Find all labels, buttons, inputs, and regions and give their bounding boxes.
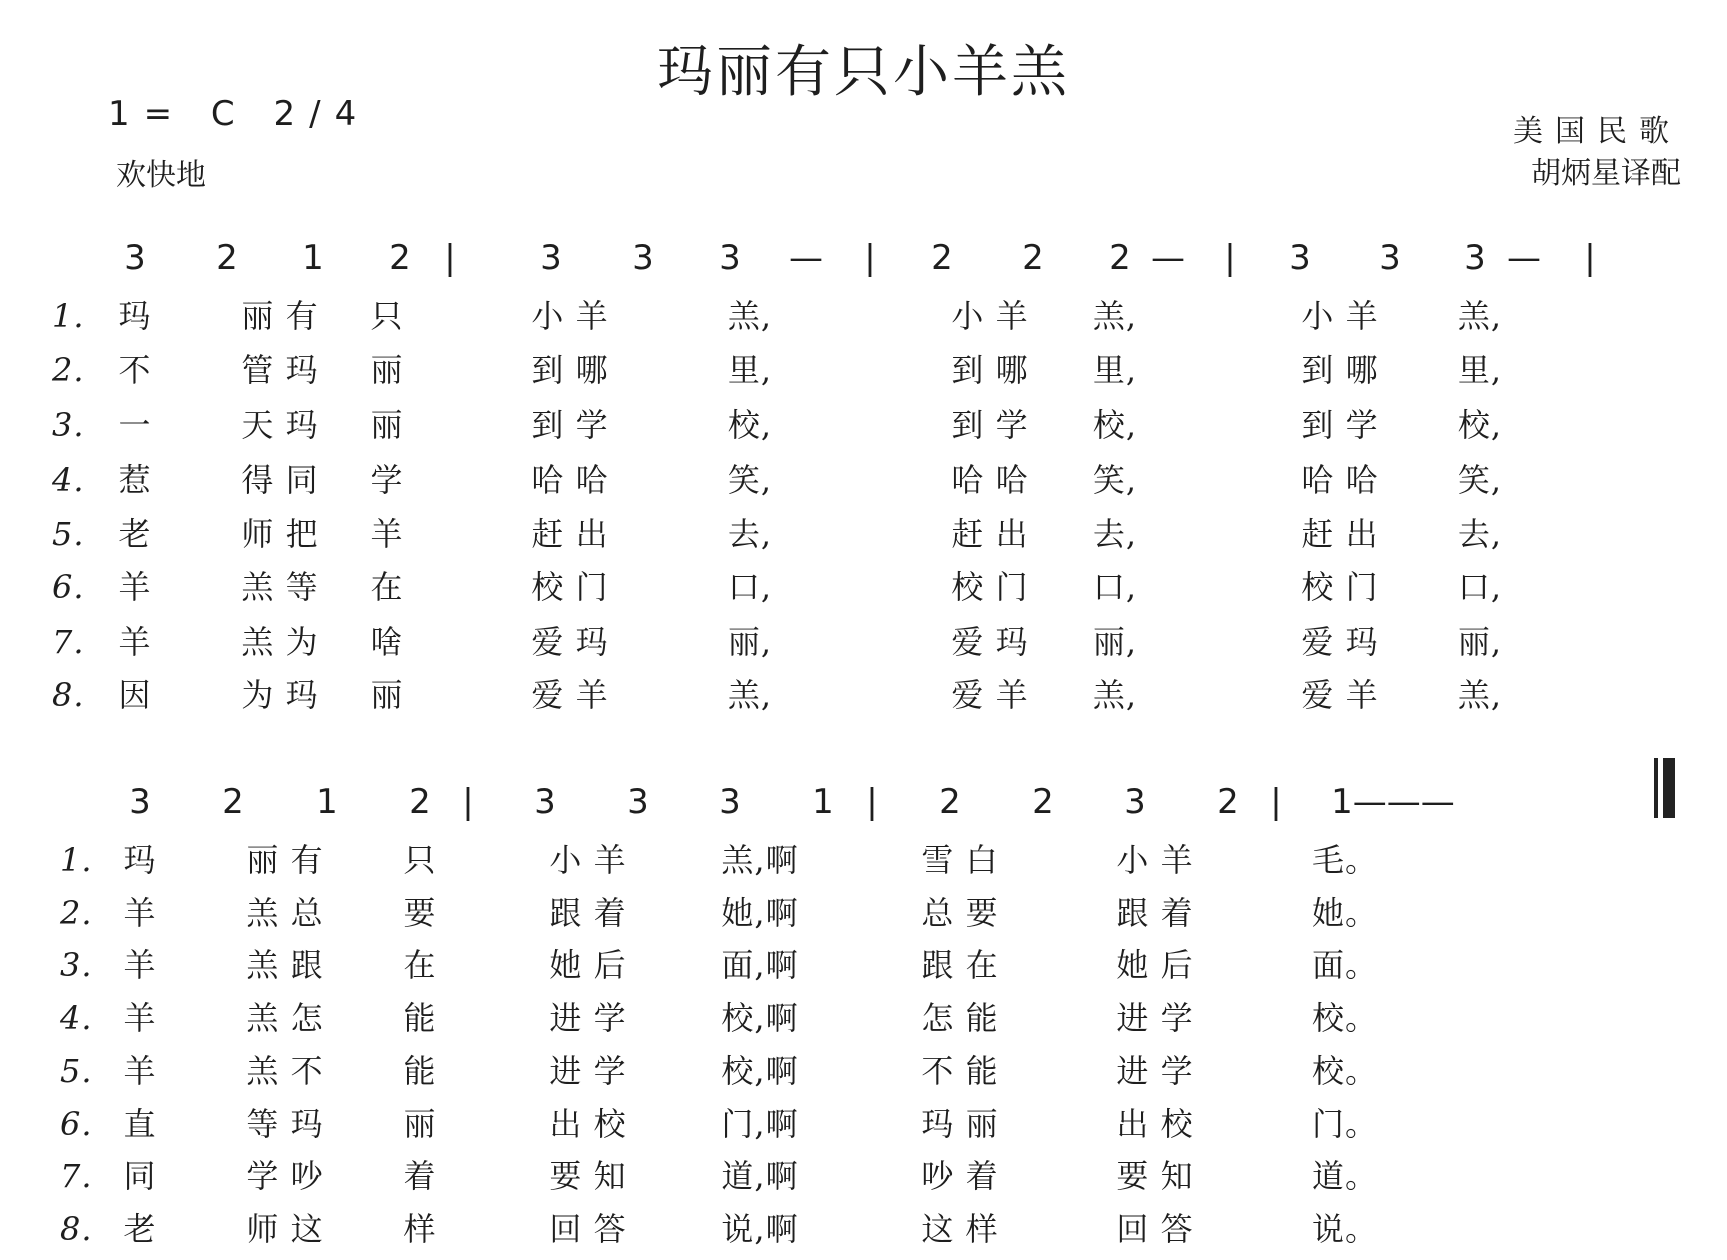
lyric-syllable: 羊 [118,568,152,606]
note: 2 [1217,782,1239,822]
lyric-syllable: 小 羊 [1301,297,1379,335]
lyric-syllable: 得 同 [241,461,319,499]
lyric-syllable: 玛 [123,841,157,879]
lyric-syllable: 赶 出 [1301,515,1379,553]
lyric-syllable: 羔 怎 [246,999,324,1037]
note: 1 [302,238,324,278]
notation-line-1 [0,238,1727,288]
verse-number: 1. [60,841,93,879]
lyric-syllable: 去, [1092,515,1138,553]
lyric-syllable: 她,啊 [721,894,799,932]
lyric-syllable: 到 学 [951,406,1029,444]
lyric-syllable: 管 玛 [241,351,319,389]
lyric-row [0,567,1727,613]
lyric-syllable: 着 [403,1157,437,1195]
lyric-syllable: 丽 有 [246,841,324,879]
lyric-syllable: 爱 玛 [531,623,609,661]
lyric-syllable: 校 门 [951,568,1029,606]
lyric-row [0,622,1727,668]
lyric-syllable: 天 玛 [241,406,319,444]
origin-credit: 美国民歌 [1513,114,1681,149]
lyric-syllable: 羔 为 [241,623,319,661]
lyric-syllable: 玛 丽 [921,1105,999,1143]
lyric-row [0,1104,1727,1150]
verse-number: 7. [52,623,85,661]
lyric-syllable: 进 学 [1116,1052,1194,1090]
lyric-syllable: 丽, [1457,623,1503,661]
lyric-syllable: 羔, [1457,297,1503,335]
lyric-row [0,840,1727,886]
lyric-syllable: 毛。 [1311,841,1379,879]
lyric-syllable: 羊 [118,623,152,661]
song-title: 玛丽有只小羊羔 [657,40,1070,105]
lyric-syllable: 小 羊 [951,297,1029,335]
lyric-syllable: 道,啊 [721,1157,799,1195]
lyric-syllable: 羔, [1457,676,1503,714]
verse-number: 4. [60,999,93,1037]
lyric-syllable: 丽, [1092,623,1138,661]
lyric-syllable: 爱 羊 [951,676,1029,714]
lyric-syllable: 老 [123,1210,157,1248]
lyric-syllable: 说,啊 [721,1210,799,1248]
lyric-syllable: 学 吵 [246,1157,324,1195]
lyric-syllable: 总 要 [921,894,999,932]
notation-line-2 [0,782,1727,832]
lyric-syllable: 校, [727,406,773,444]
lyric-syllable: 出 校 [1116,1105,1194,1143]
lyric-syllable: 在 [403,946,437,984]
barline: | [1584,238,1596,278]
lyric-syllable: 小 羊 [1116,841,1194,879]
lyric-syllable: 羊 [123,946,157,984]
note: 3 [719,238,741,278]
note: 3 [1379,238,1401,278]
note: 3 [1289,238,1311,278]
lyric-syllable: 羔, [1092,676,1138,714]
verse-number: 2. [60,894,93,932]
verse-number: 8. [52,676,85,714]
lyric-syllable: 到 学 [1301,406,1379,444]
lyric-syllable: 校。 [1311,1052,1379,1090]
barline: | [864,238,876,278]
barline: | [1224,238,1236,278]
lyric-syllable: 在 [370,568,404,606]
barline: | [866,782,878,822]
lyric-syllable: 样 [403,1210,437,1248]
note: 3 [129,782,151,822]
lyric-syllable: 能 [403,1052,437,1090]
lyric-syllable: 回 答 [549,1210,627,1248]
lyric-syllable: 她。 [1311,894,1379,932]
lyric-row [0,405,1727,451]
note: 2 [409,782,431,822]
lyric-syllable: 去, [1457,515,1503,553]
final-barline-thick [1663,758,1675,818]
lyric-row [0,1156,1727,1202]
note: 2 [389,238,411,278]
note: 1 [316,782,338,822]
lyric-syllable: 一 [118,406,152,444]
lyric-syllable: 丽 [370,676,404,714]
tempo-marking: 欢快地 [116,158,206,193]
note: 3 [627,782,649,822]
lyric-syllable: 里, [1092,351,1138,389]
note: 2 [939,782,961,822]
barline: | [462,782,474,822]
lyric-syllable: 羊 [123,999,157,1037]
barline: | [444,238,456,278]
note: 2 [1022,238,1044,278]
lyric-syllable: 口, [1457,568,1503,606]
lyric-syllable: 道。 [1311,1157,1379,1195]
lyric-syllable: 进 学 [549,999,627,1037]
translator-credit: 胡炳星译配 [1531,156,1681,191]
lyric-syllable: 羔, [727,676,773,714]
lyric-syllable: 丽 [370,351,404,389]
lyric-row [0,945,1727,991]
lyric-syllable: 校,啊 [721,999,799,1037]
lyric-syllable: 丽 [370,406,404,444]
lyric-syllable: 啥 [370,623,404,661]
dash: — [789,238,823,278]
lyric-syllable: 门,啊 [721,1105,799,1143]
lyric-syllable: 惹 [118,461,152,499]
lyric-syllable: 同 [123,1157,157,1195]
note-held: 1——— [1331,782,1455,822]
lyric-syllable: 雪 白 [921,841,999,879]
lyric-syllable: 里, [727,351,773,389]
lyric-syllable: 口, [1092,568,1138,606]
lyric-row [0,350,1727,396]
lyric-syllable: 只 [370,297,404,335]
lyric-row [0,460,1727,506]
verse-number: 1. [52,297,85,335]
lyric-syllable: 羔, [727,297,773,335]
lyric-syllable: 笑, [1457,461,1503,499]
lyric-syllable: 玛 [118,297,152,335]
lyric-syllable: 校 门 [531,568,609,606]
note: 2 [1109,238,1131,278]
lyric-row [0,893,1727,939]
lyric-syllable: 门。 [1311,1105,1379,1143]
lyric-syllable: 羔, [1092,297,1138,335]
note: 1 [812,782,834,822]
lyric-syllable: 到 哪 [531,351,609,389]
lyric-syllable: 哈 哈 [1301,461,1379,499]
lyric-syllable: 笑, [727,461,773,499]
lyric-syllable: 校,啊 [721,1052,799,1090]
lyric-syllable: 校, [1457,406,1503,444]
verse-number: 3. [60,946,93,984]
lyric-syllable: 羊 [123,1052,157,1090]
lyric-syllable: 能 [403,999,437,1037]
lyric-syllable: 进 学 [549,1052,627,1090]
lyric-syllable: 要 知 [1116,1157,1194,1195]
lyric-syllable: 哈 哈 [951,461,1029,499]
lyric-syllable: 校 门 [1301,568,1379,606]
verse-number: 6. [60,1105,93,1143]
lyric-row [0,1051,1727,1097]
lyric-syllable: 直 [123,1105,157,1143]
lyric-row [0,998,1727,1044]
lyric-syllable: 到 哪 [1301,351,1379,389]
note: 3 [540,238,562,278]
lyric-syllable: 要 [403,894,437,932]
lyric-syllable: 跟 在 [921,946,999,984]
lyric-syllable: 吵 着 [921,1157,999,1195]
lyric-syllable: 跟 着 [1116,894,1194,932]
lyric-syllable: 只 [403,841,437,879]
lyric-syllable: 这 样 [921,1210,999,1248]
lyric-row [0,514,1727,560]
note: 3 [632,238,654,278]
lyric-syllable: 出 校 [549,1105,627,1143]
lyric-syllable: 爱 玛 [1301,623,1379,661]
lyric-syllable: 赶 出 [951,515,1029,553]
lyric-syllable: 等 玛 [246,1105,324,1143]
lyric-syllable: 面,啊 [721,946,799,984]
lyric-row [0,1209,1727,1255]
lyric-syllable: 爱 玛 [951,623,1029,661]
lyric-syllable: 小 羊 [549,841,627,879]
lyric-syllable: 怎 能 [921,999,999,1037]
lyric-syllable: 丽 有 [241,297,319,335]
lyric-syllable: 里, [1457,351,1503,389]
note: 2 [222,782,244,822]
lyric-syllable: 不 [118,351,152,389]
lyric-row [0,675,1727,721]
lyric-syllable: 因 [118,676,152,714]
key-signature: 1= C 2/4 [108,94,371,134]
lyric-syllable: 小 羊 [531,297,609,335]
lyric-syllable: 她 后 [549,946,627,984]
lyric-syllable: 学 [370,461,404,499]
note: 3 [1124,782,1146,822]
lyric-syllable: 说。 [1311,1210,1379,1248]
lyric-syllable: 校。 [1311,999,1379,1037]
lyric-syllable: 师 把 [241,515,319,553]
final-barline [1654,758,1676,818]
lyric-syllable: 到 哪 [951,351,1029,389]
note: 2 [216,238,238,278]
note: 2 [931,238,953,278]
verse-number: 5. [52,515,85,553]
lyric-syllable: 为 玛 [241,676,319,714]
lyric-syllable: 要 知 [549,1157,627,1195]
lyric-syllable: 面。 [1311,946,1379,984]
note: 3 [534,782,556,822]
verse-number: 4. [52,461,85,499]
lyric-syllable: 去, [727,515,773,553]
barline: | [1270,782,1282,822]
lyric-syllable: 羔,啊 [721,841,799,879]
note: 3 [719,782,741,822]
verse-number: 6. [52,568,85,606]
lyric-syllable: 丽 [403,1105,437,1143]
verse-number: 2. [52,351,85,389]
final-barline-thin [1654,758,1658,818]
lyric-syllable: 羊 [370,515,404,553]
lyric-syllable: 羔 总 [246,894,324,932]
note: 3 [1464,238,1486,278]
dash: — [1151,238,1185,278]
lyric-syllable: 哈 哈 [531,461,609,499]
lyric-syllable: 不 能 [921,1052,999,1090]
lyric-syllable: 丽, [727,623,773,661]
lyric-syllable: 校, [1092,406,1138,444]
lyric-syllable: 师 这 [246,1210,324,1248]
lyric-syllable: 口, [727,568,773,606]
lyric-syllable: 羔 等 [241,568,319,606]
verse-number: 8. [60,1210,93,1248]
lyric-syllable: 进 学 [1116,999,1194,1037]
lyric-syllable: 回 答 [1116,1210,1194,1248]
verse-number: 5. [60,1052,93,1090]
lyric-syllable: 羔 不 [246,1052,324,1090]
lyric-syllable: 爱 羊 [1301,676,1379,714]
lyric-syllable: 老 [118,515,152,553]
lyric-syllable: 到 学 [531,406,609,444]
verse-number: 3. [52,406,85,444]
lyric-syllable: 跟 着 [549,894,627,932]
lyric-syllable: 羊 [123,894,157,932]
lyric-syllable: 爱 羊 [531,676,609,714]
note: 3 [124,238,146,278]
lyric-syllable: 羔 跟 [246,946,324,984]
lyric-syllable: 赶 出 [531,515,609,553]
dash: — [1507,238,1541,278]
lyric-syllable: 她 后 [1116,946,1194,984]
lyric-row [0,296,1727,342]
lyric-syllable: 笑, [1092,461,1138,499]
verse-number: 7. [60,1157,93,1195]
note: 2 [1032,782,1054,822]
